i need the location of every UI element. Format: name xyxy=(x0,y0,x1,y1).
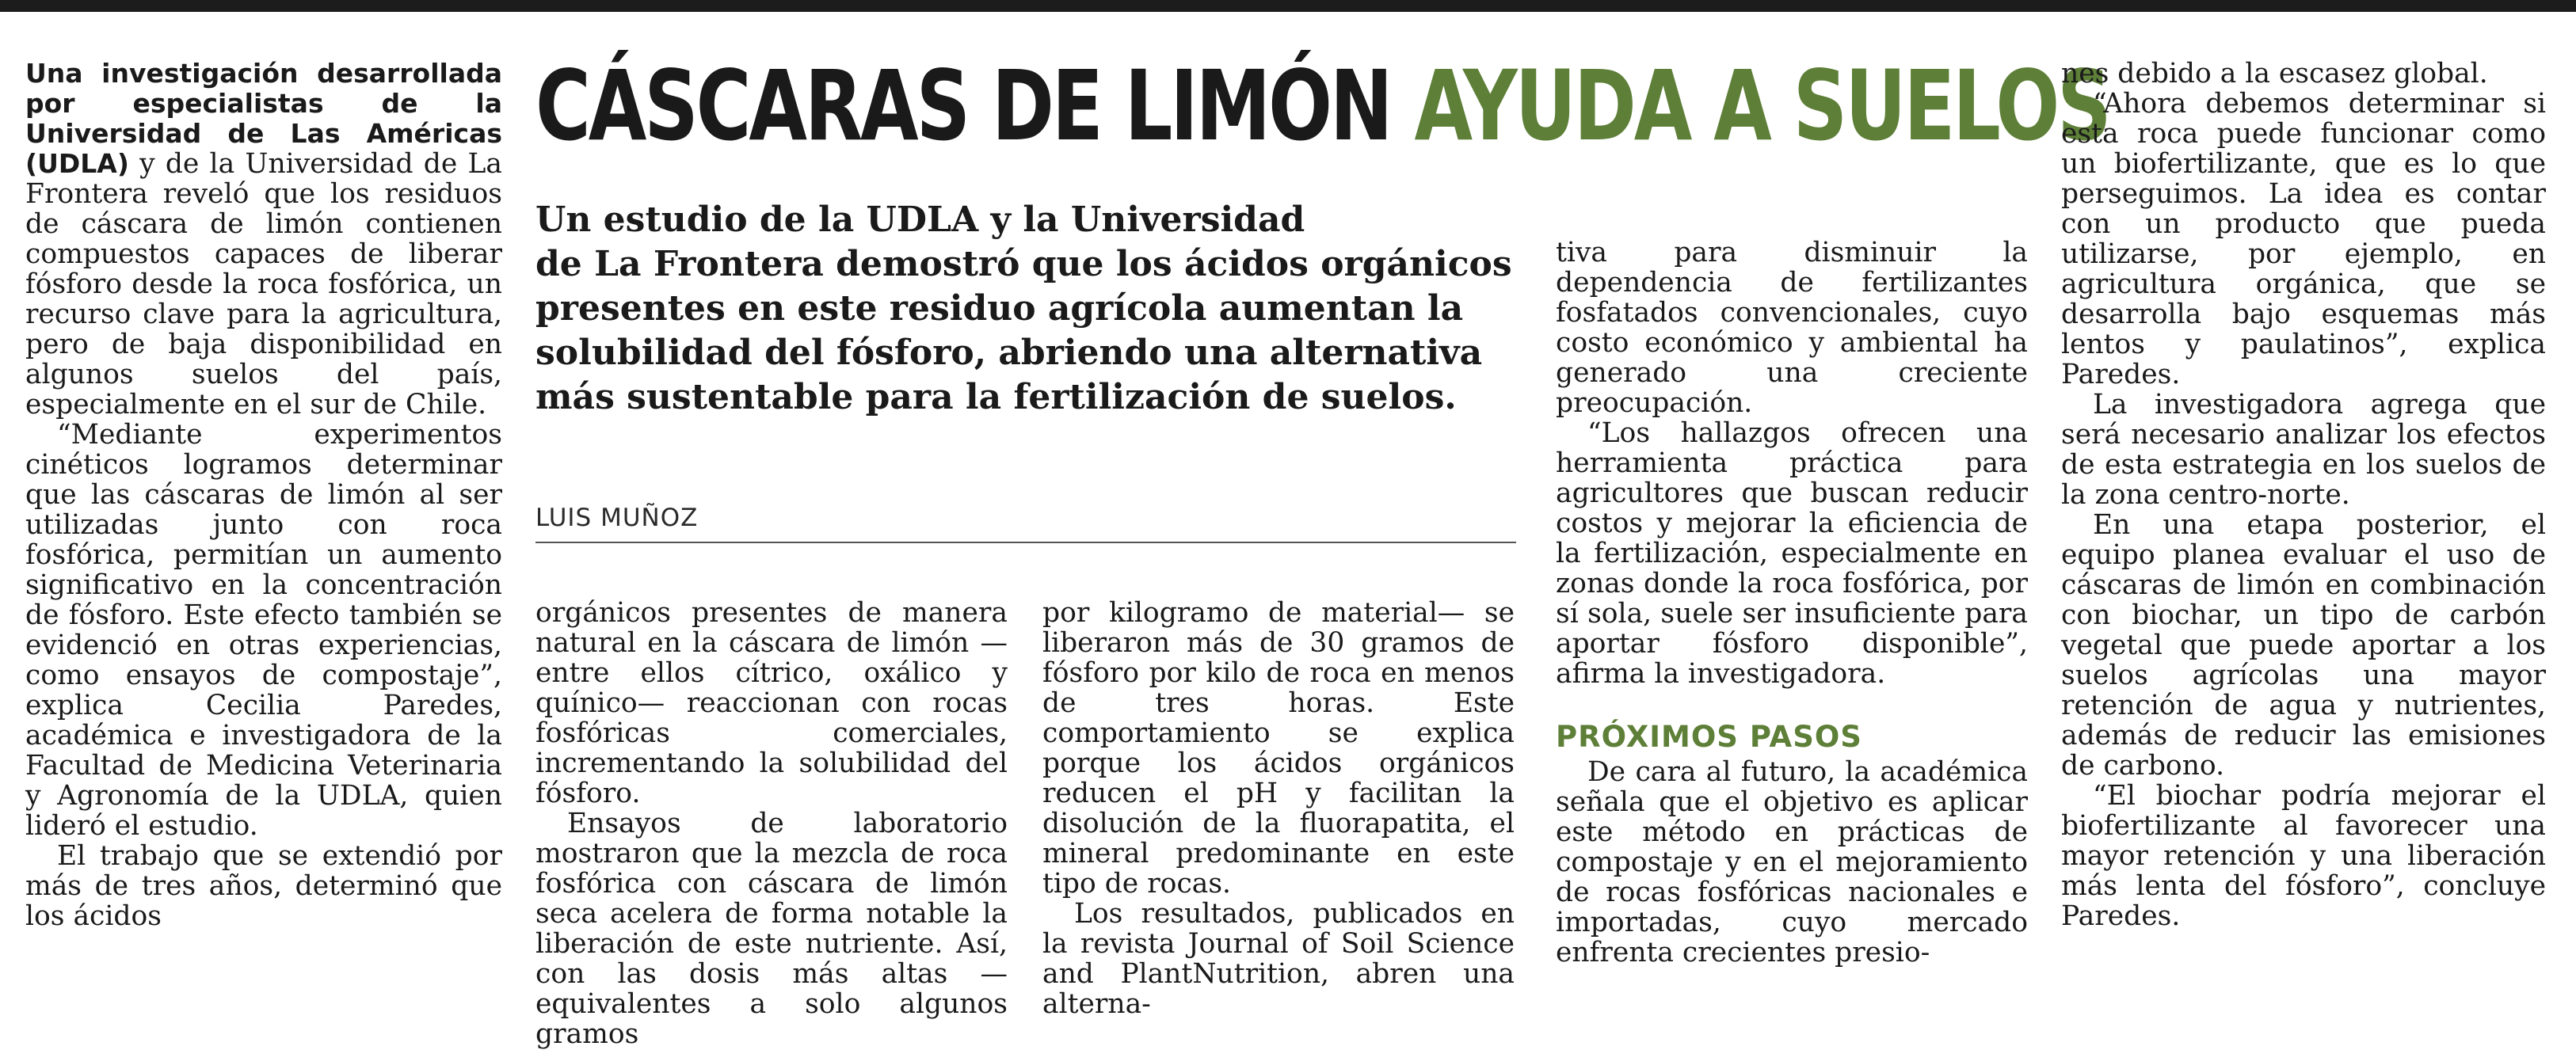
lead-bold-text: Una investigación desarrollada por especialistas de la Universidad de Las Américas (UDLA) xyxy=(25,58,502,179)
deck-line: más sustentable para la fertilización de suelos. xyxy=(535,377,1457,417)
paragraph: En una etapa posterior, el equipo planea evaluar el uso de cáscaras de limón en combinación con biochar, un tipo de carbón vegetal que puede aportar a los suelos agrícolas una mayor retención de agua y nutrientes, además de reducir las emisiones de carbono. xyxy=(2061,509,2546,782)
lead-paragraph xyxy=(25,59,502,420)
section-subhead: PRÓXIMOS PASOS xyxy=(1556,720,1862,754)
headline xyxy=(535,50,2109,162)
byline-divider xyxy=(535,542,1516,543)
paragraph: “Ahora debemos determinar si esta roca puede funcionar como un biofertilizante, que es lo que perseguimos. La idea es contar con un producto que pueda utilizarse, por ejemplo, en agricultura orgánica, que se desarrolla bajo esquemas más lentos y paulatinos”, explica Paredes. xyxy=(2061,88,2546,390)
article-column-2 xyxy=(535,598,1008,1049)
paragraph: orgánicos presentes de manera natural en la cáscara de limón —entre ellos cítrico, oxálico y quínico— reaccionan con rocas fosfóricas comerciales, incrementando la solubilidad del fósforo. xyxy=(535,597,1008,809)
paragraph: La investigadora agrega que será necesario analizar los efectos de esta estrategia en los suelos de la zona centro-norte. xyxy=(2061,389,2546,511)
paragraph: “Mediante experimentos cinéticos logramos determinar que las cáscaras de limón al ser utilizadas junto con roca fosfórica, permitían un aumento significativo en la concentración de fósforo. Este efecto también se evidenció en otras experiencias, como ensayos de compostaje”, explica Cecilia Paredes, académica e investigadora de la Facultad de Medicina Veterinaria y Agronomía de la UDLA, quien lideró el estudio. xyxy=(25,419,502,842)
paragraph: por kilogramo de material— se liberaron más de 30 gramos de fósforo por kilo de roca en menos de tres horas. Este comportamiento se explica porque los ácidos orgánicos reducen el pH y facilitan la disolución de la fluorapatita, el mineral predominante en este tipo de rocas. xyxy=(1042,597,1515,900)
headline-part-black: CÁSCARAS DE LIMÓN xyxy=(535,50,1391,162)
byline: LUIS MUÑOZ xyxy=(535,504,699,532)
paragraph: “Los hallazgos ofrecen una herramienta práctica para agricultores que buscan reducir costos y mejorar la eficiencia de la fertilización, especialmente en zonas donde la roca fosfórica, por sí sola, suele ser insuficiente para aportar fósforo disponible”, afirma la investigadora. xyxy=(1556,417,2028,690)
paragraph: Ensayos de laboratorio mostraron que la mezcla de roca fosfórica con cáscara de limón seca acelera de forma notable la liberación de este nutriente. Así, con las dosis más altas —equivalentes a solo algunos gramos xyxy=(535,808,1008,1050)
deck-line: solubilidad del fósforo, abriendo una alternativa xyxy=(535,333,1483,373)
deck-line: presentes en este residuo agrícola aumentan la xyxy=(535,288,1464,329)
lead-text: y de la Universidad de La Frontera reveló que los residuos de cáscara de limón contienen compuestos capaces de liberar fósforo desde la roca fosfórica, un recurso clave para la agricultura, pero de baja disponibilidad en algunos suelos del país, especialmente en el sur de Chile. xyxy=(25,148,502,420)
article-column-4 xyxy=(1556,238,2028,968)
headline-part-green: AYUDA A SUELOS xyxy=(1414,50,2109,162)
deck-subtitle xyxy=(535,198,1510,420)
deck-line: Un estudio de la UDLA y la Universidad xyxy=(535,200,1305,240)
article-column-1 xyxy=(25,59,502,931)
article-column-5 xyxy=(2061,59,2546,931)
deck-line: de La Frontera demostró que los ácidos orgánicos xyxy=(535,244,1512,284)
paragraph: nes debido a la escasez global. xyxy=(2061,58,2488,89)
paragraph: El trabajo que se extendió por más de tres años, determinó que los ácidos xyxy=(25,840,502,932)
article-column-3 xyxy=(1042,598,1515,1019)
paragraph: De cara al futuro, la académica señala que el objetivo es aplicar este método en prácticas de compostaje y en el mejoramiento de rocas fosfóricas nacionales e importadas, cuyo mercado enfrenta crecientes presio- xyxy=(1556,756,2028,968)
paragraph: tiva para disminuir la dependencia de fertilizantes fosfatados convencionales, cuyo costo económico y ambiental ha generado una creciente preocupación. xyxy=(1556,237,2028,419)
paragraph: “El biochar podría mejorar el biofertilizante al favorecer una mayor retención y una liberación más lenta del fósforo”, concluye Paredes. xyxy=(2061,780,2546,932)
paragraph: Los resultados, publicados en la revista Journal of Soil Science and PlantNutrition, abren una alterna- xyxy=(1042,898,1515,1020)
top-rule-bar xyxy=(0,0,2576,12)
